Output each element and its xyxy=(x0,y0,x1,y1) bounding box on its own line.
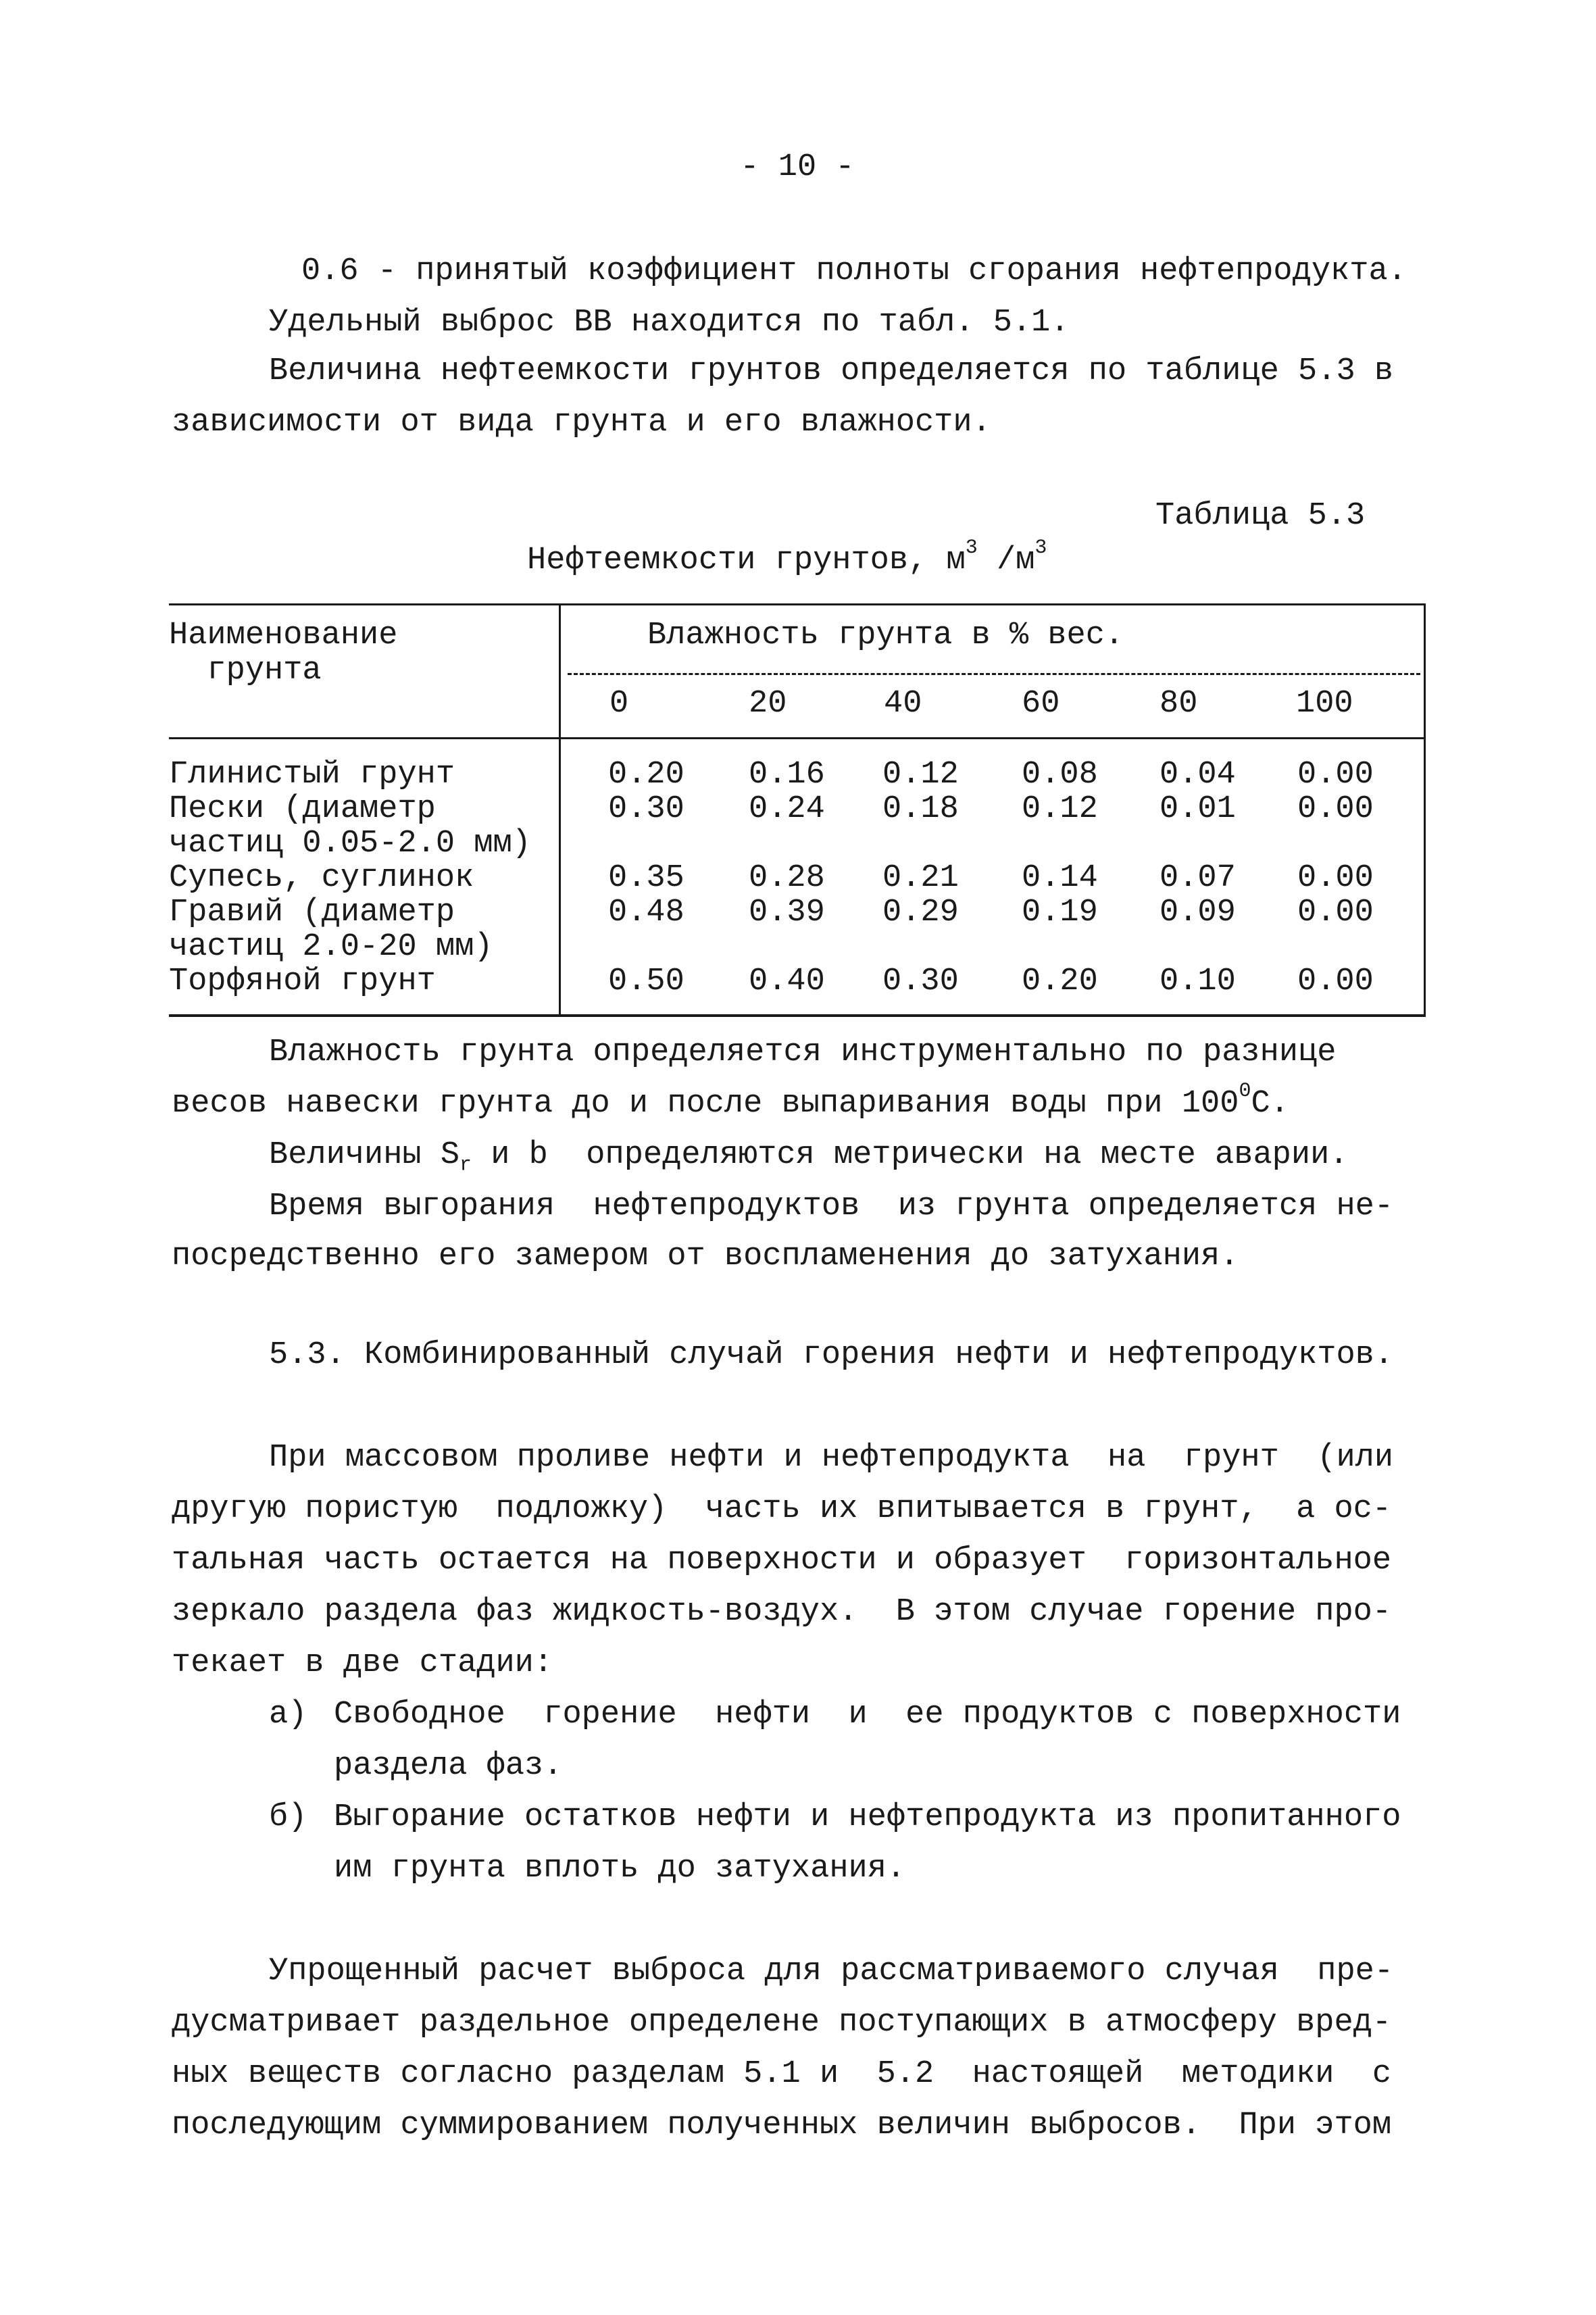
final-para-line-2: дусматривает раздельное определене поступающих в атмосферу вред- xyxy=(172,2005,1392,2041)
table-cell: 0.35 xyxy=(608,860,684,896)
stage-a-marker: а) xyxy=(269,1697,307,1733)
table-cell: 0.00 xyxy=(1297,791,1374,827)
section-para-line-4: зеркало раздела фаз жидкость-воздух. В этом случае горение про- xyxy=(172,1594,1392,1630)
table-cell: 0.48 xyxy=(608,895,684,930)
stage-a-line-2: раздела фаз. xyxy=(334,1748,563,1784)
table-cell: 0.50 xyxy=(608,964,684,999)
table-cell: 0.18 xyxy=(882,791,959,827)
table-cell: 0.12 xyxy=(1022,791,1098,827)
table-body xyxy=(169,757,1426,999)
table-cell: 0.00 xyxy=(1297,895,1374,930)
soil-name: Супесь, суглинок xyxy=(169,860,474,896)
table-header-rule xyxy=(169,737,1426,739)
table-cell: 0.00 xyxy=(1297,964,1374,999)
table-cell: 0.30 xyxy=(608,791,684,827)
table-top-rule xyxy=(169,603,1426,605)
table-cell: 0.08 xyxy=(1022,757,1098,793)
stage-a-line-1: Свободное горение нефти и ее продуктов с поверхности xyxy=(334,1697,1401,1733)
sr-subscript: r xyxy=(459,1153,472,1177)
table-cell: 0.40 xyxy=(749,964,825,999)
sr-b-text-end: и b определяются метрически на месте аварии. xyxy=(472,1137,1349,1173)
table-cell: 0.39 xyxy=(749,895,825,930)
stage-b-line-1: Выгорание остатков нефти и нефтепродукта из пропитанного xyxy=(334,1799,1401,1835)
table-cell: 0.30 xyxy=(882,964,959,999)
moisture-para-text: весов навески грунта до и после выпаривания воды при 100 xyxy=(172,1086,1239,1122)
soil-oil-capacity-table xyxy=(169,603,1426,1021)
table-row xyxy=(169,861,1426,895)
table-cell: 0.24 xyxy=(749,791,825,827)
table-cell: 0.20 xyxy=(608,757,684,793)
table-cell: 0.21 xyxy=(882,860,959,896)
intro-line-1: 0.6 - принятый коэффициент полноты сгорания нефтепродукта. xyxy=(301,253,1407,289)
burnout-para-line-1: Время выгорания нефтепродуктов из грунта определяется не- xyxy=(269,1189,1394,1224)
table-cell: 0.01 xyxy=(1159,791,1236,827)
soil-name: Гравий (диаметр частиц 2.0-20 мм) xyxy=(169,895,493,965)
final-para-line-3: ных веществ согласно разделам 5.1 и 5.2 настоящей методики с xyxy=(172,2056,1392,2092)
final-para-line-4: последующим суммированием полученных величин выбросов. При этом xyxy=(172,2108,1392,2143)
stage-b-marker: б) xyxy=(269,1799,307,1835)
table-cell: 0.28 xyxy=(749,860,825,896)
section-heading: 5.3. Комбинированный случай горения нефти и нефтепродуктов. xyxy=(269,1337,1394,1373)
header-moisture: Влажность грунта в % вес. xyxy=(647,618,1124,653)
intro-line-2: Удельный выброс ВВ находится по табл. 5.1. xyxy=(269,305,1070,341)
table-header-dashed-rule xyxy=(568,673,1420,675)
column-header: 40 xyxy=(884,686,922,722)
table-cell: 0.00 xyxy=(1297,860,1374,896)
table-row xyxy=(169,964,1426,999)
degree-superscript: 0 xyxy=(1239,1080,1251,1103)
table-cell: 0.04 xyxy=(1159,757,1236,793)
table-cell: 0.29 xyxy=(882,895,959,930)
table-title-text: Нефтеемкости грунтов, м xyxy=(527,543,966,578)
table-cell: 0.14 xyxy=(1022,860,1098,896)
final-para-line-1: Упрощенный расчет выброса для рассматриваемого случая пре- xyxy=(269,1953,1394,1989)
table-cell: 0.16 xyxy=(749,757,825,793)
section-para-line-2: другую пористую подложку) часть их впитывается в грунт, а ос- xyxy=(172,1491,1392,1527)
table-cell: 0.07 xyxy=(1159,860,1236,896)
section-para-line-1: При массовом проливе нефти и нефтепродукта на грунт (или xyxy=(269,1440,1394,1476)
moisture-para-line-1: Влажность грунта определяется инструментально по разнице xyxy=(269,1035,1337,1070)
table-row xyxy=(169,792,1426,861)
moisture-para-line-2 xyxy=(172,1078,1455,1130)
soil-name: Торфяной грунт xyxy=(169,964,436,999)
header-soil-name: Наименование грунта xyxy=(169,618,398,689)
section-para-line-3: тальная часть остается на поверхности и образует горизонтальное xyxy=(172,1543,1392,1578)
column-header: 0 xyxy=(609,686,629,722)
table-title-exponent-1: 3 xyxy=(965,537,978,560)
column-header: 20 xyxy=(749,686,787,722)
soil-name: Пески (диаметр частиц 0.05-2.0 мм) xyxy=(169,791,531,862)
table-cell: 0.10 xyxy=(1159,964,1236,999)
table-caption: Таблица 5.3 xyxy=(1155,498,1366,534)
intro-line-3: Величина нефтеемкости грунтов определяется по таблице 5.3 в xyxy=(269,353,1394,389)
table-row xyxy=(169,757,1426,792)
table-cell: 0.00 xyxy=(1297,757,1374,793)
celsius-unit: С. xyxy=(1251,1086,1289,1122)
soil-name: Глинистый грунт xyxy=(169,757,455,793)
table-cell: 0.12 xyxy=(882,757,959,793)
burnout-para-line-2: посредственно его замером от воспламенения до затухания. xyxy=(172,1239,1239,1274)
sr-b-text-start: Величины S xyxy=(269,1137,460,1173)
table-title-exponent-2: 3 xyxy=(1034,537,1047,560)
table-cell: 0.09 xyxy=(1159,895,1236,930)
column-header: 80 xyxy=(1159,686,1198,722)
page-number: - 10 - xyxy=(740,149,855,185)
column-header: 100 xyxy=(1296,686,1353,722)
table-bottom-rule xyxy=(169,1014,1426,1017)
table-title-separator: /м xyxy=(977,543,1035,578)
table-cell: 0.20 xyxy=(1022,964,1098,999)
section-para-line-5: текает в две стадии: xyxy=(172,1645,553,1681)
table-row xyxy=(169,895,1426,964)
intro-line-4: зависимости от вида грунта и его влажности. xyxy=(172,405,991,441)
table-cell: 0.19 xyxy=(1022,895,1098,930)
stage-b-line-2: им грунта вплоть до затухания. xyxy=(334,1851,906,1887)
column-header: 60 xyxy=(1022,686,1060,722)
table-title xyxy=(527,535,1047,587)
sr-b-para xyxy=(269,1130,1553,1181)
